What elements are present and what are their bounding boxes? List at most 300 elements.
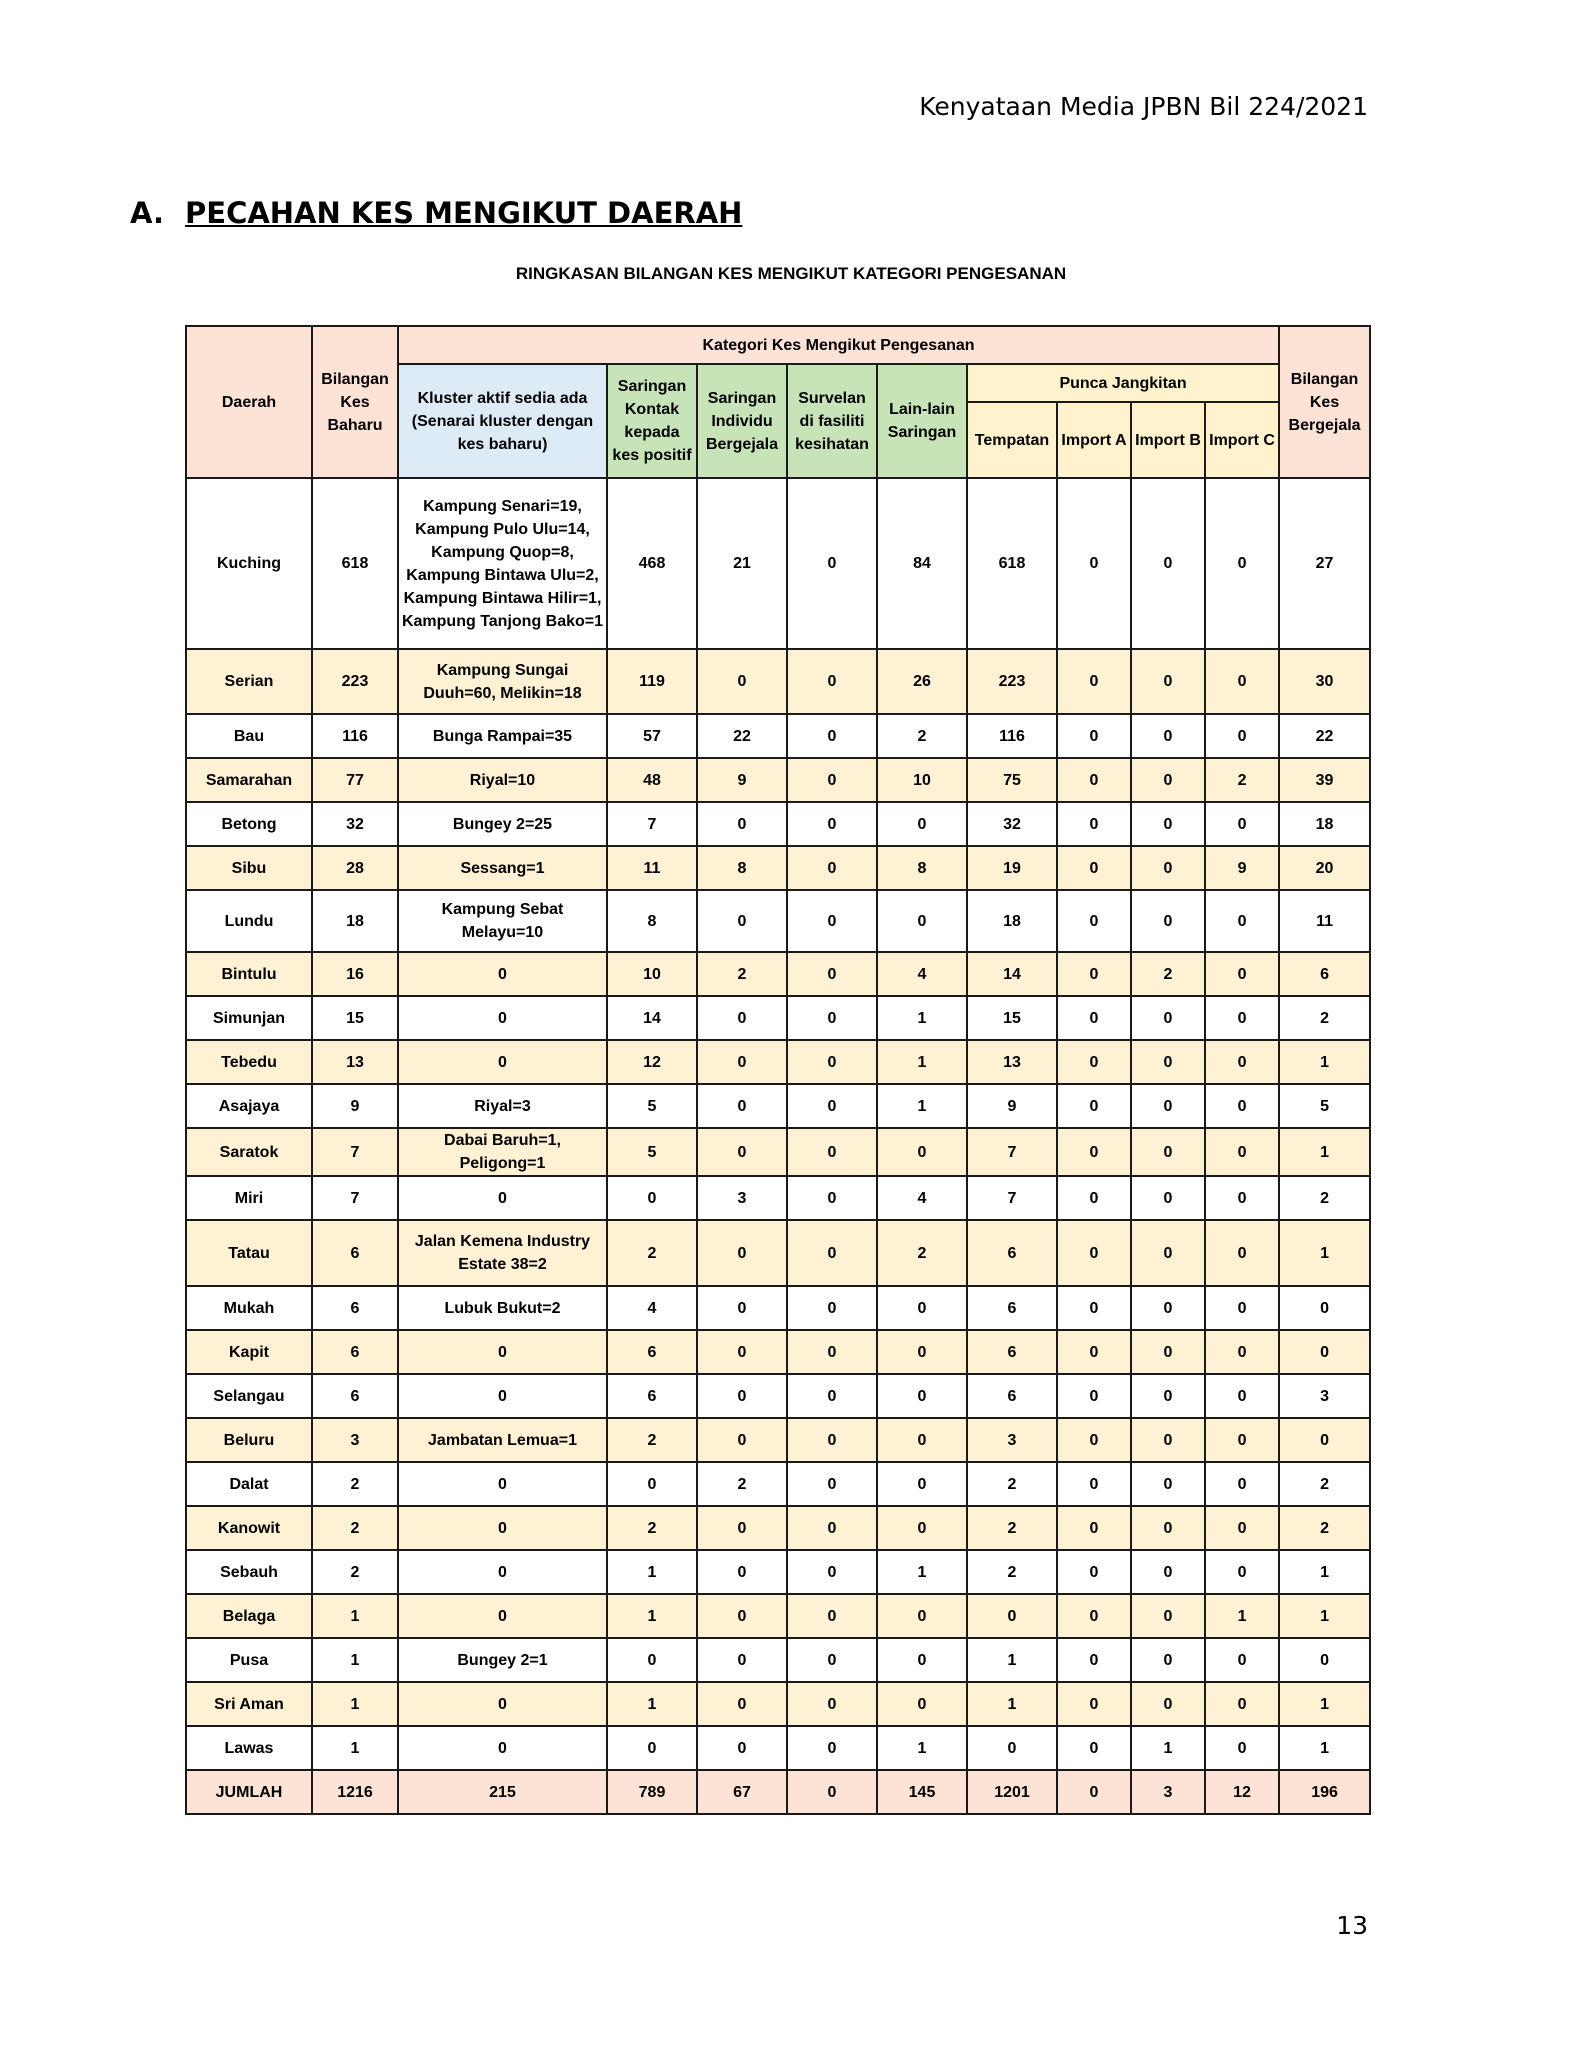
cell-daerah: Samarahan: [186, 758, 312, 802]
cell-lain: 1: [877, 1726, 967, 1770]
header-kategori: Kategori Kes Mengikut Pengesanan: [398, 326, 1279, 364]
cell-individu: 0: [697, 890, 787, 952]
cell-import-c: 2: [1205, 758, 1279, 802]
cell-bergejala: 1: [1279, 1128, 1370, 1176]
cell-survelan: 0: [787, 846, 877, 890]
cell-import-a: 0: [1057, 802, 1131, 846]
cell-tempatan: 116: [967, 714, 1057, 758]
cell-import-b: 0: [1131, 649, 1205, 714]
cell-survelan: 0: [787, 1374, 877, 1418]
cell-individu: 0: [697, 1682, 787, 1726]
table-row: [186, 649, 1370, 714]
cell-import-b: 0: [1131, 890, 1205, 952]
cell-import-b: 0: [1131, 1220, 1205, 1286]
header-import-a: Import A: [1057, 402, 1131, 478]
table-row: [186, 1638, 1370, 1682]
table-row: [186, 1550, 1370, 1594]
table-row: [186, 996, 1370, 1040]
cell-import-b: 0: [1131, 1418, 1205, 1462]
cell-import-c: 0: [1205, 802, 1279, 846]
cell-survelan: 0: [787, 1682, 877, 1726]
cell-tempatan: 14: [967, 952, 1057, 996]
cell-baharu: 9: [312, 1084, 398, 1128]
cell-survelan: 0: [787, 1286, 877, 1330]
cell-tempatan: 7: [967, 1128, 1057, 1176]
cell-kluster: Kampung Sungai Duuh=60, Melikin=18: [398, 649, 607, 714]
cell-kontak: 12: [607, 1040, 697, 1084]
cell-survelan: 0: [787, 478, 877, 649]
cell-individu: 0: [697, 649, 787, 714]
cell-import-a: 0: [1057, 1726, 1131, 1770]
header-bilangan-kes-bergejala: Bilangan Kes Bergejala: [1279, 326, 1370, 478]
cell-bergejala: 0: [1279, 1638, 1370, 1682]
cell-survelan: 0: [787, 1084, 877, 1128]
cell-survelan: 0: [787, 1594, 877, 1638]
total-import-c: 12: [1205, 1770, 1279, 1814]
cell-individu: 0: [697, 1506, 787, 1550]
cell-import-b: 0: [1131, 1594, 1205, 1638]
cell-import-c: 0: [1205, 1726, 1279, 1770]
cell-daerah: Sibu: [186, 846, 312, 890]
cell-import-b: 0: [1131, 1286, 1205, 1330]
cell-baharu: 3: [312, 1418, 398, 1462]
cell-tempatan: 6: [967, 1220, 1057, 1286]
cell-kontak: 48: [607, 758, 697, 802]
cell-survelan: 0: [787, 890, 877, 952]
cell-import-b: 0: [1131, 802, 1205, 846]
cell-bergejala: 6: [1279, 952, 1370, 996]
cell-daerah: Selangau: [186, 1374, 312, 1418]
cell-individu: 0: [697, 1220, 787, 1286]
cell-daerah: Serian: [186, 649, 312, 714]
cell-kluster: 0: [398, 1176, 607, 1220]
cell-kluster: Kampung Sebat Melayu=10: [398, 890, 607, 952]
table-row: [186, 714, 1370, 758]
table-row: [186, 1594, 1370, 1638]
cell-bergejala: 20: [1279, 846, 1370, 890]
cell-import-c: 0: [1205, 1084, 1279, 1128]
cell-individu: 3: [697, 1176, 787, 1220]
cell-tempatan: 7: [967, 1176, 1057, 1220]
cell-kontak: 0: [607, 1726, 697, 1770]
cell-baharu: 223: [312, 649, 398, 714]
cell-survelan: 0: [787, 1176, 877, 1220]
cell-import-b: 0: [1131, 846, 1205, 890]
cell-bergejala: 3: [1279, 1374, 1370, 1418]
cell-import-b: 0: [1131, 996, 1205, 1040]
cell-tempatan: 6: [967, 1374, 1057, 1418]
cell-tempatan: 0: [967, 1726, 1057, 1770]
cell-lain: 0: [877, 1594, 967, 1638]
cell-import-a: 0: [1057, 478, 1131, 649]
cell-bergejala: 1: [1279, 1594, 1370, 1638]
cell-lain: 0: [877, 1128, 967, 1176]
cell-import-b: 0: [1131, 1040, 1205, 1084]
cell-import-a: 0: [1057, 1374, 1131, 1418]
cell-tempatan: 9: [967, 1084, 1057, 1128]
cell-individu: 8: [697, 846, 787, 890]
cell-individu: 0: [697, 1330, 787, 1374]
cell-kluster: 0: [398, 1550, 607, 1594]
cell-bergejala: 30: [1279, 649, 1370, 714]
cell-kontak: 0: [607, 1638, 697, 1682]
section-heading: [130, 196, 742, 230]
cell-import-b: 0: [1131, 758, 1205, 802]
cell-baharu: 1: [312, 1726, 398, 1770]
section-title: PECAHAN KES MENGIKUT DAERAH: [185, 196, 743, 230]
cell-import-c: 0: [1205, 1682, 1279, 1726]
header-import-b: Import B: [1131, 402, 1205, 478]
cell-kontak: 0: [607, 1176, 697, 1220]
cell-import-a: 0: [1057, 758, 1131, 802]
cell-individu: 9: [697, 758, 787, 802]
cell-import-b: 0: [1131, 1638, 1205, 1682]
cell-import-c: 9: [1205, 846, 1279, 890]
cell-survelan: 0: [787, 758, 877, 802]
cell-kontak: 0: [607, 1462, 697, 1506]
cell-import-a: 0: [1057, 846, 1131, 890]
cell-import-b: 0: [1131, 1176, 1205, 1220]
header-saringan-kontak: Saringan Kontak kepada kes positif: [607, 364, 697, 478]
cell-import-a: 0: [1057, 1220, 1131, 1286]
cell-daerah: Saratok: [186, 1128, 312, 1176]
cell-bergejala: 2: [1279, 1176, 1370, 1220]
cell-daerah: Bau: [186, 714, 312, 758]
cell-lain: 0: [877, 1286, 967, 1330]
cell-lain: 4: [877, 1176, 967, 1220]
cell-import-a: 0: [1057, 1506, 1131, 1550]
cell-kluster: 0: [398, 952, 607, 996]
cell-kontak: 2: [607, 1220, 697, 1286]
cell-baharu: 16: [312, 952, 398, 996]
cell-tempatan: 32: [967, 802, 1057, 846]
cell-kontak: 4: [607, 1286, 697, 1330]
cell-import-a: 0: [1057, 649, 1131, 714]
cell-bergejala: 1: [1279, 1040, 1370, 1084]
cell-individu: 0: [697, 996, 787, 1040]
cell-daerah: Lundu: [186, 890, 312, 952]
cell-survelan: 0: [787, 1726, 877, 1770]
cell-bergejala: 11: [1279, 890, 1370, 952]
total-kluster: 215: [398, 1770, 607, 1814]
cell-lain: 0: [877, 1506, 967, 1550]
header-saringan-individu: Saringan Individu Bergejala: [697, 364, 787, 478]
cell-bergejala: 1: [1279, 1726, 1370, 1770]
table-row: [186, 1330, 1370, 1374]
cell-tempatan: 618: [967, 478, 1057, 649]
cell-tempatan: 13: [967, 1040, 1057, 1084]
cell-individu: 2: [697, 1462, 787, 1506]
table-row: [186, 846, 1370, 890]
cell-daerah: Tebedu: [186, 1040, 312, 1084]
cell-kontak: 119: [607, 649, 697, 714]
cell-individu: 0: [697, 1726, 787, 1770]
cell-kontak: 5: [607, 1084, 697, 1128]
header-import-c: Import C: [1205, 402, 1279, 478]
cell-lain: 0: [877, 1418, 967, 1462]
cell-tempatan: 1: [967, 1682, 1057, 1726]
cell-lain: 0: [877, 1374, 967, 1418]
table-row: [186, 1682, 1370, 1726]
cell-individu: 0: [697, 1638, 787, 1682]
cell-bergejala: 5: [1279, 1084, 1370, 1128]
cell-tempatan: 3: [967, 1418, 1057, 1462]
header-daerah: Daerah: [186, 326, 312, 478]
cell-daerah: Belaga: [186, 1594, 312, 1638]
cell-bergejala: 39: [1279, 758, 1370, 802]
cell-import-a: 0: [1057, 1084, 1131, 1128]
cell-tempatan: 75: [967, 758, 1057, 802]
cell-import-c: 1: [1205, 1594, 1279, 1638]
cell-kluster: 0: [398, 1506, 607, 1550]
cell-tempatan: 0: [967, 1594, 1057, 1638]
cell-bergejala: 1: [1279, 1682, 1370, 1726]
cell-tempatan: 2: [967, 1462, 1057, 1506]
cell-kluster: 0: [398, 1374, 607, 1418]
table-row: [186, 1128, 1370, 1176]
cell-import-a: 0: [1057, 996, 1131, 1040]
total-individu: 67: [697, 1770, 787, 1814]
table-row: [186, 1462, 1370, 1506]
total-import-b: 3: [1131, 1770, 1205, 1814]
cell-survelan: 0: [787, 1330, 877, 1374]
cell-baharu: 6: [312, 1286, 398, 1330]
header-bilangan-kes-baharu: Bilangan Kes Baharu: [312, 326, 398, 478]
header-survelan: Survelan di fasiliti kesihatan: [787, 364, 877, 478]
cell-individu: 0: [697, 1040, 787, 1084]
cell-import-c: 0: [1205, 1506, 1279, 1550]
cell-import-c: 0: [1205, 649, 1279, 714]
cell-individu: 0: [697, 1084, 787, 1128]
cell-baharu: 32: [312, 802, 398, 846]
cell-individu: 0: [697, 1374, 787, 1418]
cell-daerah: Sebauh: [186, 1550, 312, 1594]
total-baharu: 1216: [312, 1770, 398, 1814]
cell-survelan: 0: [787, 1550, 877, 1594]
header-lain-lain: Lain-lain Saringan: [877, 364, 967, 478]
cell-kontak: 14: [607, 996, 697, 1040]
cell-kontak: 2: [607, 1506, 697, 1550]
cell-tempatan: 1: [967, 1638, 1057, 1682]
cell-individu: 2: [697, 952, 787, 996]
cell-lain: 1: [877, 1084, 967, 1128]
cell-individu: 0: [697, 1418, 787, 1462]
cell-individu: 21: [697, 478, 787, 649]
cell-import-a: 0: [1057, 1550, 1131, 1594]
cell-import-c: 0: [1205, 1286, 1279, 1330]
cell-tempatan: 15: [967, 996, 1057, 1040]
table-row: [186, 1374, 1370, 1418]
cell-bergejala: 2: [1279, 996, 1370, 1040]
cell-baharu: 15: [312, 996, 398, 1040]
cell-import-a: 0: [1057, 1286, 1131, 1330]
cell-baharu: 13: [312, 1040, 398, 1084]
cell-kluster: Bungey 2=1: [398, 1638, 607, 1682]
cell-bergejala: 0: [1279, 1286, 1370, 1330]
cell-import-b: 0: [1131, 1550, 1205, 1594]
cell-lain: 26: [877, 649, 967, 714]
total-survelan: 0: [787, 1770, 877, 1814]
cell-kluster: Jalan Kemena Industry Estate 38=2: [398, 1220, 607, 1286]
cell-import-b: 2: [1131, 952, 1205, 996]
cell-import-b: 0: [1131, 1084, 1205, 1128]
cell-daerah: Sri Aman: [186, 1682, 312, 1726]
cell-baharu: 6: [312, 1330, 398, 1374]
cell-kluster: Riyal=3: [398, 1084, 607, 1128]
cell-kontak: 2: [607, 1418, 697, 1462]
cell-import-c: 0: [1205, 1128, 1279, 1176]
section-number: A.: [130, 196, 164, 230]
cell-bergejala: 0: [1279, 1418, 1370, 1462]
cell-lain: 2: [877, 1220, 967, 1286]
page-number: 13: [1336, 1911, 1368, 1940]
cell-import-c: 0: [1205, 1550, 1279, 1594]
header-punca-jangkitan: Punca Jangkitan: [967, 364, 1279, 402]
cell-daerah: Miri: [186, 1176, 312, 1220]
cell-tempatan: 18: [967, 890, 1057, 952]
cell-kontak: 1: [607, 1550, 697, 1594]
total-row: [186, 1770, 1370, 1814]
cell-kluster: Bunga Rampai=35: [398, 714, 607, 758]
table-row: [186, 802, 1370, 846]
cell-import-b: 0: [1131, 1682, 1205, 1726]
cell-import-a: 0: [1057, 714, 1131, 758]
header-tempatan: Tempatan: [967, 402, 1057, 478]
cell-kluster: Sessang=1: [398, 846, 607, 890]
cell-tempatan: 223: [967, 649, 1057, 714]
cell-kluster: Kampung Senari=19, Kampung Pulo Ulu=14, Kampung Quop=8, Kampung Bintawa Ulu=2, Kampung Bintawa Hilir=1, Kampung Tanjong Bako=1: [398, 478, 607, 649]
cell-daerah: Pusa: [186, 1638, 312, 1682]
cell-bergejala: 1: [1279, 1550, 1370, 1594]
total-lain: 145: [877, 1770, 967, 1814]
cell-lain: 1: [877, 1040, 967, 1084]
cell-baharu: 618: [312, 478, 398, 649]
cell-bergejala: 0: [1279, 1330, 1370, 1374]
table-row: [186, 1084, 1370, 1128]
cell-tempatan: 2: [967, 1506, 1057, 1550]
cell-lain: 1: [877, 1550, 967, 1594]
table-title: RINGKASAN BILANGAN KES MENGIKUT KATEGORI PENGESANAN: [515, 264, 1067, 283]
cell-baharu: 7: [312, 1176, 398, 1220]
cell-kontak: 7: [607, 802, 697, 846]
table-row: [186, 1418, 1370, 1462]
cell-kontak: 6: [607, 1374, 697, 1418]
cell-daerah: Kanowit: [186, 1506, 312, 1550]
table-row: [186, 952, 1370, 996]
cell-bergejala: 18: [1279, 802, 1370, 846]
table-row: [186, 1220, 1370, 1286]
cell-baharu: 2: [312, 1462, 398, 1506]
cell-tempatan: 19: [967, 846, 1057, 890]
cell-baharu: 1: [312, 1638, 398, 1682]
cell-daerah: Simunjan: [186, 996, 312, 1040]
cell-import-c: 0: [1205, 714, 1279, 758]
cell-kluster: Lubuk Bukut=2: [398, 1286, 607, 1330]
cell-kluster: 0: [398, 1462, 607, 1506]
cell-import-b: 0: [1131, 1462, 1205, 1506]
cell-import-a: 0: [1057, 1594, 1131, 1638]
total-daerah: JUMLAH: [186, 1770, 312, 1814]
table-row: [186, 1286, 1370, 1330]
cell-import-c: 0: [1205, 996, 1279, 1040]
cell-import-a: 0: [1057, 1638, 1131, 1682]
cell-baharu: 116: [312, 714, 398, 758]
total-import-a: 0: [1057, 1770, 1131, 1814]
cell-bergejala: 27: [1279, 478, 1370, 649]
cell-baharu: 6: [312, 1220, 398, 1286]
cell-import-a: 0: [1057, 1128, 1131, 1176]
cell-daerah: Tatau: [186, 1220, 312, 1286]
cell-import-b: 0: [1131, 478, 1205, 649]
cell-survelan: 0: [787, 1040, 877, 1084]
cell-baharu: 2: [312, 1550, 398, 1594]
cell-daerah: Lawas: [186, 1726, 312, 1770]
cell-import-a: 0: [1057, 952, 1131, 996]
cell-lain: 0: [877, 890, 967, 952]
cell-survelan: 0: [787, 952, 877, 996]
cell-survelan: 0: [787, 1506, 877, 1550]
cell-lain: 8: [877, 846, 967, 890]
table-row: [186, 1506, 1370, 1550]
cell-import-b: 0: [1131, 1128, 1205, 1176]
cell-lain: 0: [877, 1330, 967, 1374]
cell-kontak: 1: [607, 1594, 697, 1638]
table-row: [186, 1726, 1370, 1770]
total-bergejala: 196: [1279, 1770, 1370, 1814]
cell-daerah: Kapit: [186, 1330, 312, 1374]
cell-kluster: 0: [398, 996, 607, 1040]
cell-kontak: 8: [607, 890, 697, 952]
document-reference: Kenyataan Media JPBN Bil 224/2021: [919, 92, 1368, 121]
cell-lain: 0: [877, 1638, 967, 1682]
cell-survelan: 0: [787, 996, 877, 1040]
cell-survelan: 0: [787, 802, 877, 846]
cell-kontak: 11: [607, 846, 697, 890]
cell-kluster: 0: [398, 1040, 607, 1084]
cell-import-c: 0: [1205, 1374, 1279, 1418]
cell-survelan: 0: [787, 1418, 877, 1462]
table-row: [186, 1176, 1370, 1220]
table-row: [186, 758, 1370, 802]
cell-baharu: 18: [312, 890, 398, 952]
cell-kluster: 0: [398, 1726, 607, 1770]
cell-lain: 2: [877, 714, 967, 758]
cell-kontak: 10: [607, 952, 697, 996]
cell-import-c: 0: [1205, 890, 1279, 952]
cell-survelan: 0: [787, 1462, 877, 1506]
cell-baharu: 7: [312, 1128, 398, 1176]
cell-import-b: 0: [1131, 1506, 1205, 1550]
cell-tempatan: 6: [967, 1286, 1057, 1330]
cell-lain: 4: [877, 952, 967, 996]
cell-bergejala: 1: [1279, 1220, 1370, 1286]
cell-import-c: 0: [1205, 1638, 1279, 1682]
cell-import-c: 0: [1205, 1418, 1279, 1462]
cell-lain: 1: [877, 996, 967, 1040]
cell-import-c: 0: [1205, 1330, 1279, 1374]
cell-import-a: 0: [1057, 1418, 1131, 1462]
cell-bergejala: 22: [1279, 714, 1370, 758]
cell-lain: 0: [877, 802, 967, 846]
cell-tempatan: 6: [967, 1330, 1057, 1374]
cell-daerah: Betong: [186, 802, 312, 846]
cell-survelan: 0: [787, 1128, 877, 1176]
cell-baharu: 77: [312, 758, 398, 802]
cell-survelan: 0: [787, 1638, 877, 1682]
cell-import-a: 0: [1057, 1462, 1131, 1506]
cell-import-b: 1: [1131, 1726, 1205, 1770]
cell-import-a: 0: [1057, 1682, 1131, 1726]
